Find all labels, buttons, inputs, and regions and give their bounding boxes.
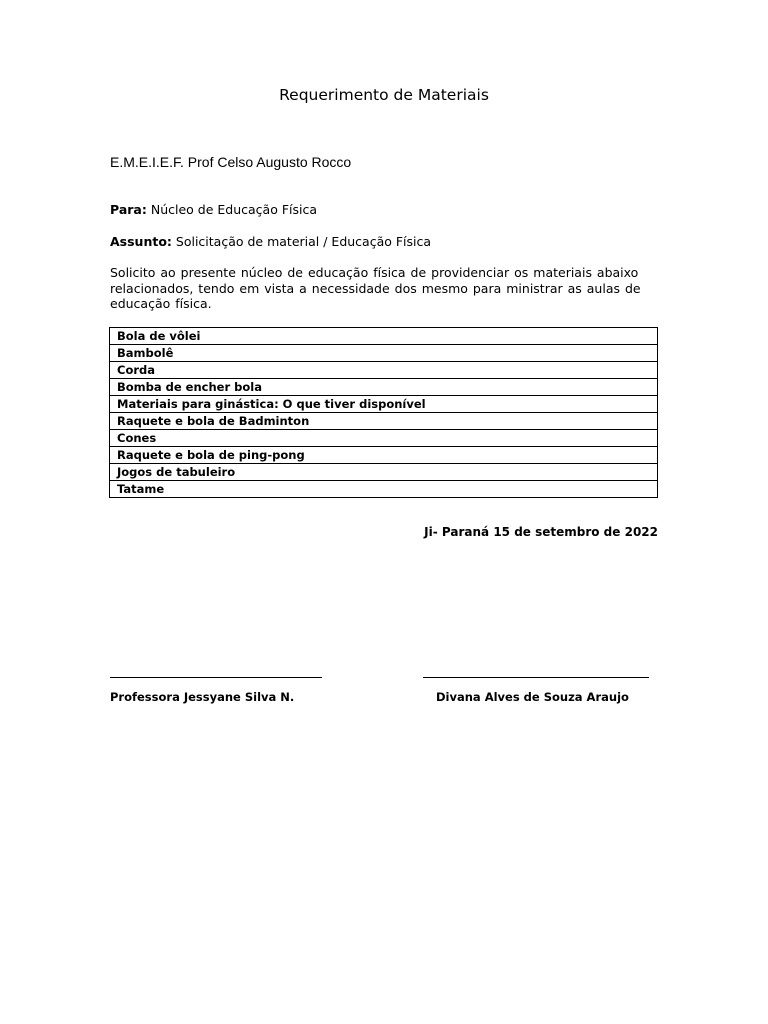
material-item: Materiais para ginástica: O que tiver disponível [110,396,658,413]
material-item: Bomba de encher bola [110,379,658,396]
recipient-value: Núcleo de Educação Física [150,202,317,217]
signature-line [110,677,322,678]
signature-name-second: Divana Alves de Souza Araujo [436,690,629,704]
recipient-field [110,202,317,218]
subject-value: Solicitação de material / Educação Física [175,234,432,249]
date-line: Ji- Paraná 15 de setembro de 2022 [424,525,658,539]
material-item: Corda [110,362,658,379]
material-item: Bola de vôlei [110,328,658,345]
subject-label: Assunto: [110,234,172,249]
material-item: Bambolê [110,345,658,362]
request-body: Solicito ao presente núcleo de educação física de providenciar os materiais abaixo relacionados, tendo em vista a necessidade dos mesmo para ministrar as aulas de educação física. [110,265,641,311]
material-item: Tatame [110,481,658,498]
materials-table [109,327,658,498]
table-row [110,413,658,430]
material-item: Raquete e bola de Badminton [110,413,658,430]
table-row [110,430,658,447]
school-name: E.M.E.I.E.F. Prof Celso Augusto Rocco [110,154,352,170]
subject-field [110,234,431,250]
material-item: Raquete e bola de ping-pong [110,447,658,464]
signature-line [423,677,649,678]
material-item: Jogos de tabuleiro [110,464,658,481]
signature-name-teacher: Professora Jessyane Silva N. [110,690,295,704]
table-row [110,379,658,396]
material-item: Cones [110,430,658,447]
table-row [110,345,658,362]
table-row [110,447,658,464]
table-row [110,396,658,413]
table-row [110,362,658,379]
recipient-label: Para: [110,202,147,217]
document-title: Requerimento de Materiais [279,86,489,104]
table-row [110,481,658,498]
table-row [110,464,658,481]
table-row [110,328,658,345]
